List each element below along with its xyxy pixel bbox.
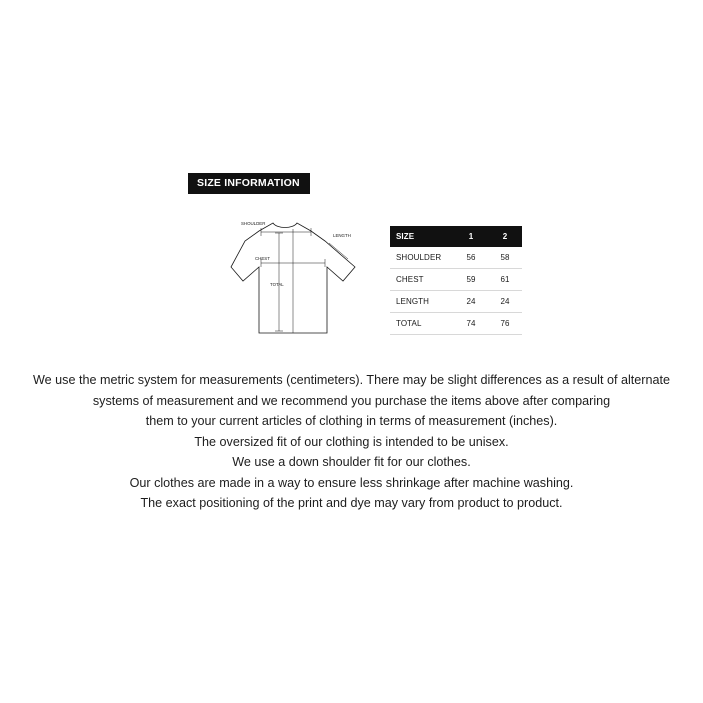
table-header-row	[390, 226, 522, 247]
cell-total-2: 76	[500, 319, 510, 328]
table-row	[390, 291, 522, 313]
size-table-header	[390, 226, 522, 247]
note-line-6: The exact positioning of the print and dye may vary from product to product.	[140, 496, 563, 510]
note-line-4: We use a down shoulder fit for our clothes.	[232, 455, 471, 469]
diagram-label-total: TOTAL	[270, 282, 284, 287]
size-table-body	[390, 247, 522, 335]
column-header-1: 1	[454, 226, 488, 247]
size-table	[390, 226, 522, 335]
note-line-2: them to your current articles of clothing in terms of measurement (inches).	[145, 414, 558, 428]
cell-length-1: 24	[466, 297, 476, 306]
diagram-label-chest: CHEST	[255, 256, 270, 261]
cell-shoulder-2: 58	[500, 253, 510, 262]
row-label-shoulder: SHOULDER	[396, 253, 442, 262]
size-information-badge: SIZE INFORMATION	[188, 173, 310, 194]
cell-total-1: 74	[466, 319, 476, 328]
note-line-3: The oversized fit of our clothing is intended to be unisex.	[194, 434, 509, 449]
diagram-label-shoulder: SHOULDER	[241, 221, 266, 226]
column-header-size: SIZE	[390, 226, 454, 247]
table-row	[390, 313, 522, 335]
tshirt-measurement-diagram	[215, 215, 375, 350]
row-label-length: LENGTH	[396, 297, 430, 306]
note-line-5: Our clothes are made in a way to ensure less shrinkage after machine washing.	[129, 475, 574, 490]
cell-length-2: 24	[500, 297, 510, 306]
diagram-label-length: LENGTH	[333, 233, 351, 238]
table-row	[390, 269, 522, 291]
table-row	[390, 247, 522, 269]
column-header-2: 2	[488, 226, 522, 247]
row-label-chest: CHEST	[396, 275, 424, 284]
measurement-notes	[0, 370, 703, 514]
cell-shoulder-1: 56	[466, 253, 476, 262]
cell-chest-1: 59	[466, 275, 476, 284]
row-label-total: TOTAL	[396, 319, 422, 328]
note-line-1: We use the metric system for measurements (centimeters). There may be slight differences as a result of alternate systems of measurement and we recommend you purchase the items above after comparing	[33, 373, 670, 408]
cell-chest-2: 61	[500, 275, 510, 284]
